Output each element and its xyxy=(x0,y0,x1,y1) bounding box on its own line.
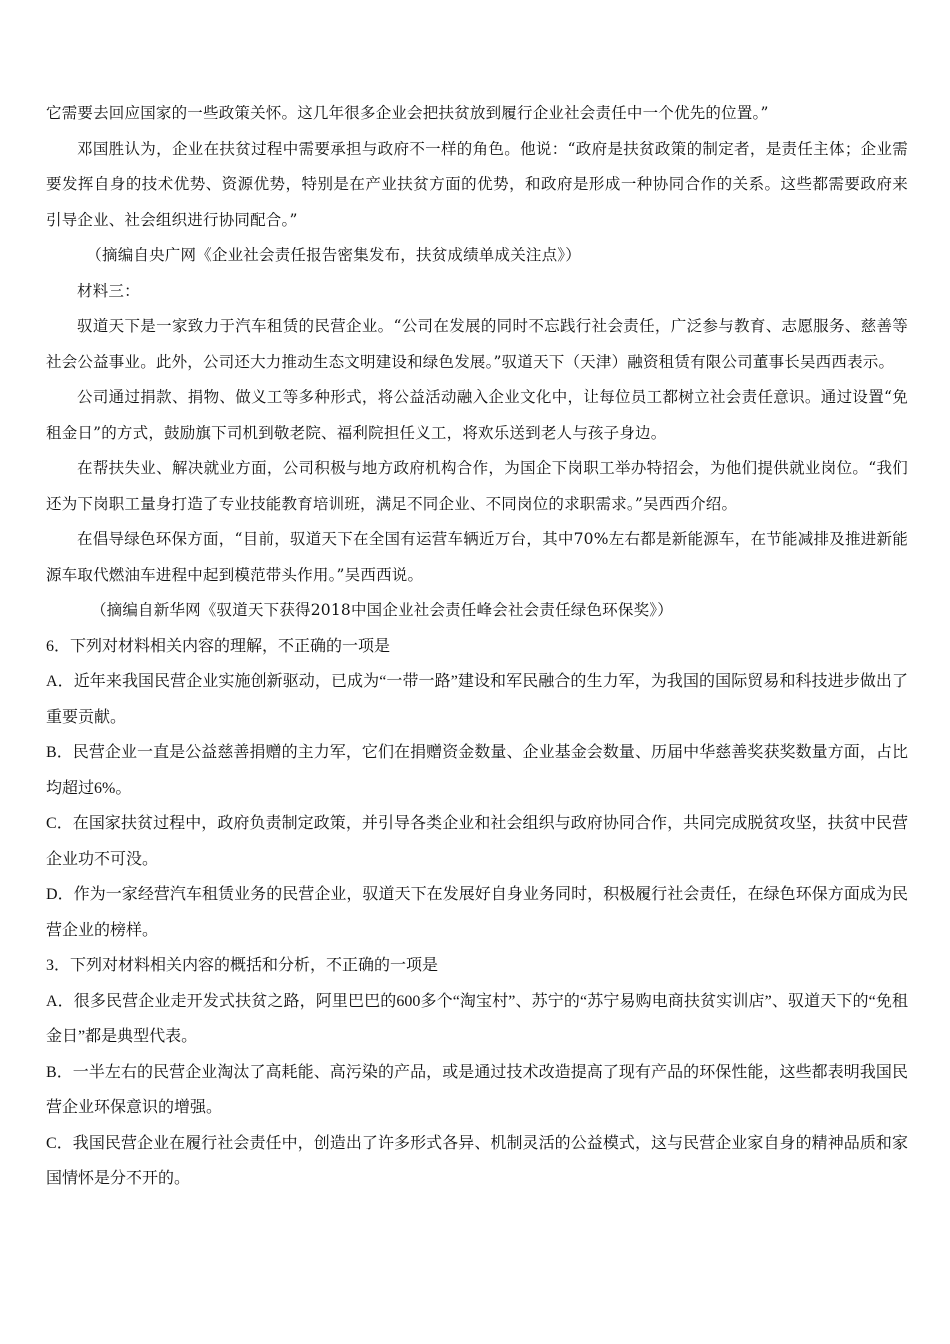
material-paragraph: 在倡导绿色环保方面，“目前，驭道天下在全国有运营车辆近万台，其中70%左右都是新能源车，在节能减排及推进新能源车取代燃油车进程中起到模范带头作用。”吴西西说。 xyxy=(46,530,908,584)
option-a: A．很多民营企业走开发式扶贫之路，阿里巴巴的600多个“淘宝村”、苏宁的“苏宁易购电商扶贫实训店”、驭道天下的“免租金日”都是典型代表。 xyxy=(46,992,908,1045)
material-paragraph: 它需要去回应国家的一些政策关怀。这几年很多企业会把扶贫放到履行企业社会责任中一个优先的位置。” xyxy=(46,104,769,122)
question-stem: 6．下列对材料相关内容的理解，不正确的一项是 xyxy=(46,637,391,655)
document-page xyxy=(46,96,908,1197)
source-citation: （摘编自新华网《驭道天下获得2018中国企业社会责任峰会社会责任绿色环保奖》） xyxy=(90,601,673,619)
option-a: A．近年来我国民营企业实施创新驱动，已成为“一带一路”建设和军民融合的生力军，为我国的国际贸易和科技进步做出了重要贡献。 xyxy=(46,673,908,726)
material-paragraph: 公司通过捐款、捐物、做义工等多种形式，将公益活动融入企业文化中，让每位员工都树立社会责任意识。通过设置“免租金日”的方式，鼓励旗下司机到敬老院、福利院担任义工，将欢乐送到老人与孩子身边。 xyxy=(46,388,908,442)
option-b: B．民营企业一直是公益慈善捐赠的主力军，它们在捐赠资金数量、企业基金会数量、历届中华慈善奖获奖数量方面，占比均超过6%。 xyxy=(46,744,908,797)
material-paragraph: 在帮扶失业、解决就业方面，公司积极与地方政府机构合作，为国企下岗职工举办特招会，为他们提供就业岗位。“我们还为下岗职工量身打造了专业技能教育培训班，满足不同企业、不同岗位的求职需求。”吴西西介绍。 xyxy=(46,459,908,513)
material-paragraph: 邓国胜认为，企业在扶贫过程中需要承担与政府不一样的角色。他说：“政府是扶贫政策的制定者，是责任主体；企业需要发挥自身的技术优势、资源优势，特别是在产业扶贫方面的优势，和政府是形成一种协同合作的关系。这些都需要政府来引导企业、社会组织进行协同配合。” xyxy=(46,139,908,229)
option-b: B．一半左右的民营企业淘汰了高耗能、高污染的产品，或是通过技术改造提高了现有产品的环保性能，这些都表明我国民营企业环保意识的增强。 xyxy=(46,1063,908,1116)
option-c: C．在国家扶贫过程中，政府负责制定政策，并引导各类企业和社会组织与政府协同合作，共同完成脱贫攻坚，扶贫中民营企业功不可没。 xyxy=(46,815,908,868)
material-heading: 材料三： xyxy=(77,281,140,300)
option-d: D．作为一家经营汽车租赁业务的民营企业，驭道天下在发展好自身业务同时，积极履行社会责任，在绿色环保方面成为民营企业的榜样。 xyxy=(46,886,908,939)
option-c: C．我国民营企业在履行社会责任中，创造出了许多形式各异、机制灵活的公益模式，这与民营企业家自身的精神品质和家国情怀是分不开的。 xyxy=(46,1134,908,1187)
question-stem: 3．下列对材料相关内容的概括和分析，不正确的一项是 xyxy=(46,957,439,974)
source-citation: （摘编自央广网《企业社会责任报告密集发布，扶贫成绩单成关注点》） xyxy=(86,246,581,264)
material-paragraph: 驭道天下是一家致力于汽车租赁的民营企业。“公司在发展的同时不忘践行社会责任，广泛参与教育、志愿服务、慈善等社会公益事业。此外，公司还大力推动生态文明建设和绿色发展。”驭道天下（天津）融资租赁有限公司董事长吴西西表示。 xyxy=(46,317,908,371)
